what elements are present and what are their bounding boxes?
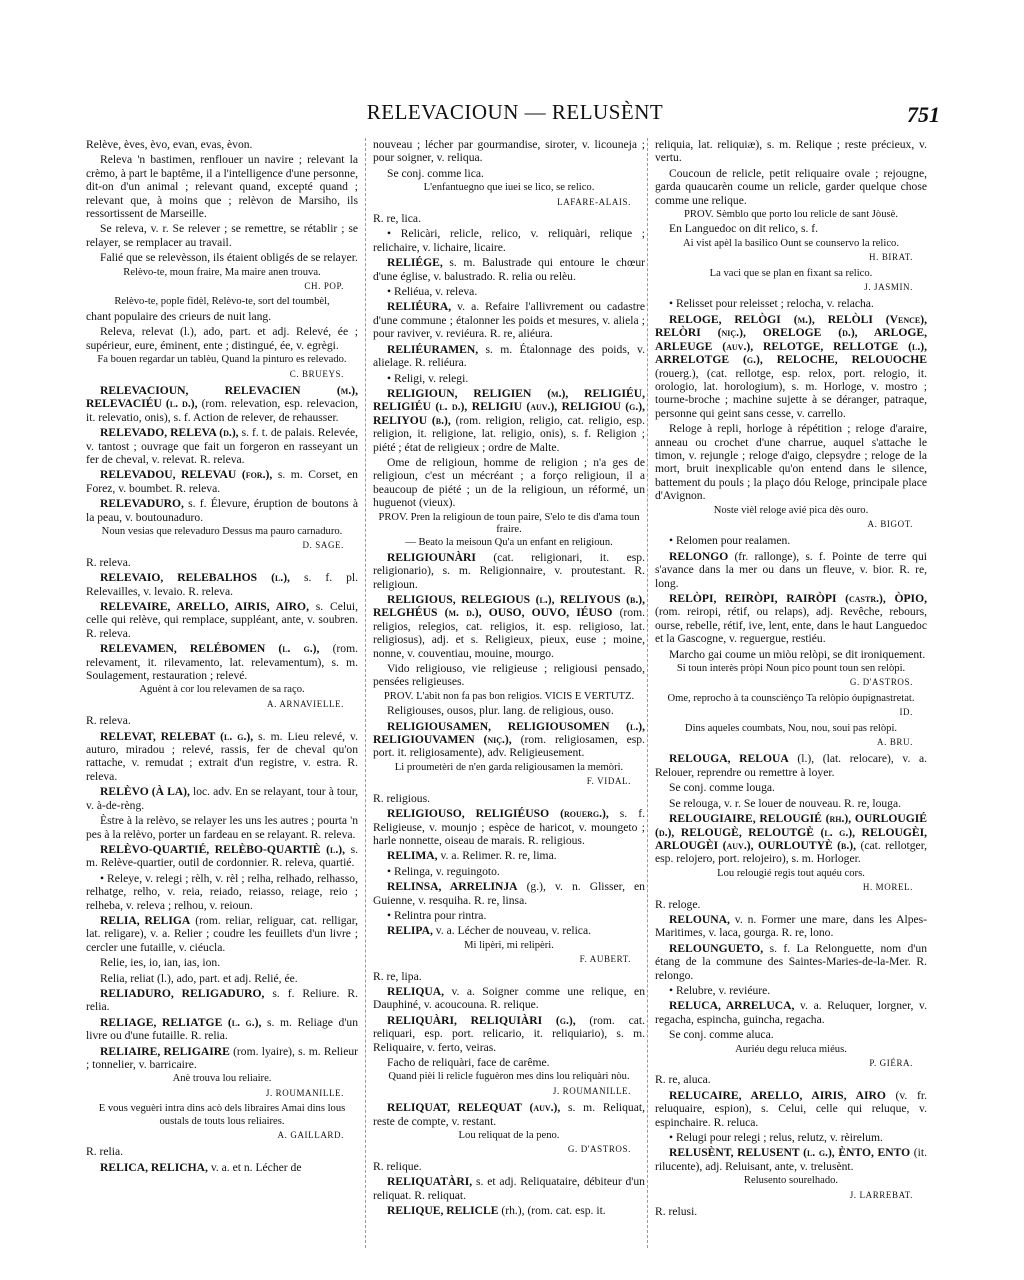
entry-headword: RELIPA, (387, 924, 433, 938)
dictionary-entry (86, 642, 358, 682)
citation: Noste vièl reloge avié pica dès ouro. (713, 504, 869, 516)
entry-headword: RELEVADURO, (100, 497, 184, 511)
entry-headword: RELUCAIRE, ARELLO, AIRIS, AIRO (669, 1088, 886, 1102)
citation: Relèvo-te, moun fraire, Ma maire anen trouva. (123, 266, 321, 278)
entry-definition: (rom. religios, relegios, cat. religios, it. esp. religioso, lat. religiosus), adj. et s. Religieux, pieux, euse ; moine, nonne, v. couventiau, mouine, mourgo. (373, 606, 645, 660)
entry-headword: RELEVAMEN, RELÉBOMEN (l. g.), (100, 642, 320, 656)
dictionary-entry (373, 924, 645, 937)
entry-definition: s. f. pl. Relevailles, v. levaio. R. releva. (86, 571, 358, 598)
entry-headword: RELIADURO, RELIGADURO, (100, 986, 265, 1000)
dictionary-entry: • Relomen pour realamen. (669, 534, 791, 548)
entry-headword: RELIQUAT, RELEQUAT (auv.), (387, 1101, 561, 1115)
citation: L'enfantuegno que iuei se lico, se relico. (423, 182, 595, 194)
column-divider (647, 138, 648, 1248)
dictionary-entry (655, 1089, 927, 1129)
entry-definition: v. a. Relimer. R. re, lima. (440, 849, 557, 863)
dictionary-entry (86, 843, 358, 870)
dictionary-entry: Releva, relevat (l.), ado, part. et adj. Relevé, ée ; supérieur, eure, éminent, ente ; distingué, ée, v. egrègi. (86, 325, 358, 352)
dictionary-entry (86, 384, 358, 424)
entry-definition: s. f. Élevure, éruption de boutons à la peau, v. boutounaduro. (86, 497, 358, 524)
entry-definition: (rom. religion, religio, cat. religio, esp. religion, it. religione, lat. religio, onis), s. f. Religion ; piété ; état de religieux ; ordre de Malte. (373, 413, 645, 454)
entry-definition: (cat. religionari, it. esp. religionario), s. m. Religionnaire, v. proutestant. R. religioun. (373, 550, 645, 591)
running-title: RELEVACIOUN — RELUSÈNT (366, 100, 664, 124)
entry-definition: (fr. rallonge), s. f. Pointe de terre qui s'avance dans la mer ou dans un fleuve, v. bior. R. re, long. (655, 549, 927, 590)
column-3 (655, 138, 927, 1258)
dictionary-entry: Ome de religioun, homme de religion ; n'a ges de religioun, c'est un mécréant ; a forço religioun, il a beaucoup de piété ; un de la religioun, un réformé, un huguenot (vieux). (373, 455, 645, 510)
entry-definition: v. a. et n. Lécher de (210, 1160, 302, 1174)
dictionary-entry (373, 807, 645, 847)
column-1 (86, 138, 358, 1258)
entry-headword: RELIGIOUSAMEN, RELIGIOUSOMEN (l.), RELIGIOUVAMEN (niç.), (373, 719, 645, 747)
dictionary-entry (373, 985, 645, 1012)
entry-headword: RELIGIOUN, RELIGIEN (m.), RELIGIÉU, RELIGIÉU (l. d.), RELIGIU (auv.), RELIGIOU (g.), RELIYOU (b.), (373, 386, 645, 427)
dictionary-entry: R. relia. (86, 1145, 124, 1159)
citation: Lou reliquat de la peno. (458, 1130, 560, 1142)
entry-headword: RELEVADOU, RELEVAU (for.), (100, 468, 273, 482)
entry-definition: s. f. Reliure. R. relia. (86, 986, 358, 1014)
citation-author: J. JASMIN. (864, 282, 913, 293)
dictionary-entry (655, 913, 927, 940)
dictionary-entry: Marcho gai coume un miòu relòpi, se dit ironiquement. (669, 647, 926, 661)
dictionary-entry (655, 942, 927, 982)
citation: Dins aqueles coumbats, Nou, nou, soui pas relòpi. (684, 722, 898, 734)
dictionary-entry (655, 313, 927, 420)
citation-author: ID. (899, 707, 913, 718)
citation: Anè trouva lou reliaire. (172, 1073, 272, 1085)
dictionary-entry: R. religious. (373, 791, 431, 805)
dictionary-entry (373, 593, 645, 660)
citation: PROV. L'abit non fa pas bon religios. VICIS E VERTUTZ. (383, 690, 635, 702)
entry-definition: v. a. Soigner comme une relique, en Dauphiné, v. acoucouna. R. relique. (373, 984, 645, 1012)
entry-definition: s. f. La Relonguette, nom d'un étang de la commune des Saintes-Maries-de-la-Mer. R. relongo. (655, 941, 927, 982)
dictionary-entry: R. re, lipa. (373, 969, 422, 983)
entry-headword: RELIGIOUNÀRI (387, 550, 476, 564)
dictionary-entry (373, 880, 645, 907)
dictionary-entry: R. relusi. (655, 1205, 698, 1219)
dictionary-entry: R. releva. (86, 714, 131, 728)
dictionary-entry: • Relugi pour relegi ; relus, relutz, v. rèirelum. (669, 1131, 883, 1145)
citation-author: D. SAGE. (302, 540, 344, 551)
entry-headword: RELIMA, (387, 849, 438, 863)
dictionary-entry: Se conj. comme aluca. (669, 1028, 774, 1042)
citation-author: A. BRU. (877, 737, 913, 748)
entry-headword: RELEVADO, RELEVA (d.), (100, 426, 239, 440)
citation: Li proumetèri de n'en garda religiousamen la memòri. (394, 761, 624, 773)
citation-author: F. VIDAL. (586, 776, 631, 787)
dictionary-entry: R. re, lica. (373, 212, 421, 226)
dictionary-entry: • Relubre, v. reviéure. (669, 983, 771, 997)
column-2 (373, 138, 645, 1258)
dictionary-entry (86, 600, 358, 640)
entry-definition: (v. fr. reluquaire, espion), s. Celui, celle qui reluque, v. espinchaire. R. reluca. (655, 1088, 927, 1129)
dictionary-entry: • Relicàri, relicle, relico, v. reliquàri, relique ; relichaire, v. lichaire, licaire. (373, 227, 645, 254)
entry-headword: RELUCA, ARRELUCA, (669, 999, 795, 1013)
dictionary-entry: Reloge à repli, horloge à répétition ; reloge d'araire, anneau ou crochet d'une charrue, auquel s'attache le timon, v. rejungle ; reloge d'aigo, clepsydre ; reloge de la mort, bruit inexplicable qu'on entend dans le silence, battement du pouls ; la plaço dóu Reloge, principale place d'Avignon. (655, 422, 927, 503)
citation: Quand pièi li relicle fuguèron mes dins lou reliquàri nòu. (388, 1071, 630, 1083)
citation: La vaci que se plan en fixant sa relico. (709, 267, 873, 279)
dictionary-entry (86, 914, 358, 954)
column-divider (365, 138, 366, 1248)
entry-definition: (rh.), (rom. cat. esp. it. (501, 1204, 606, 1218)
dictionary-entry (373, 343, 645, 370)
citation: Mi lipèri, mi relipèri. (464, 939, 554, 951)
citation: — Beato la meisoun Qu'a un enfant en religioun. (405, 537, 613, 549)
dictionary-entry: Coucoun de relicle, petit reliquaire ovale ; rejougne, garda quaucarèn coume un relicle, garder quelque chose comme une relique. (655, 166, 927, 207)
citation-author: H. BIRAT. (869, 252, 913, 263)
dictionary-entry: R. reloge. (655, 897, 701, 911)
entry-headword: RELICA, RELICHA, (100, 1160, 208, 1174)
citation: Ome, reprocho à ta counsciènço Ta relòpio óupignastretat. (667, 692, 915, 704)
citation-author: G. D'ASTROS. (849, 677, 913, 688)
dictionary-entry: Releva 'n bastimen, renflouer un navire ; relevant la crèmo, à part le baptême, il a l'intelligence d'une personne, dit-on d'un animal ; relevant quand, excepté quand ; relevant que, à moins que ; relèvon de Marsiho, ils ressortissent de Marseille. (86, 153, 358, 221)
citation-author: C. BRUEYS. (289, 368, 344, 379)
dictionary-entry: Vido religiouso, vie religieuse ; religiousi pensado, pensées religieuses. (373, 662, 645, 689)
entry-headword: RELOUGIAIRE, RELOUGIÉ (rh.), OURLOUGIÉ (d.), RELOUGÈ, RELOUTGÈ (l. g.), RELOUGÈI, ARLOUGÈI (auv.), OURLOUTYÈ (b.), (655, 812, 927, 852)
dictionary-entry: • Relinga, v. reguingoto. (387, 864, 500, 878)
dictionary-entry (86, 426, 358, 466)
entry-headword: RELIAIRE, RELIGAIRE (100, 1044, 230, 1058)
page-header (90, 100, 940, 130)
entry-headword: RELÒPI, REIRÒPI, RAIRÒPI (castr.), ÒPIO, (669, 592, 927, 605)
entry-definition: (rom. reliar, religuar, cat. relligar, lat. religare), v. a. Relier ; coudre les feuillets d'un livre ; cercler une futaille, v. ciéucla. (86, 913, 358, 954)
dictionary-entry: Se conj. comme lica. (387, 166, 484, 180)
citation: Noun vesias que relevaduro Dessus ma pauro carnaduro. (101, 525, 343, 537)
citation: Lou relougié regis tout aquéu cors. (717, 867, 865, 879)
entry-definition: (rom. relevation, esp. relevacion, it. relevatio, onis), s. f. Action de relever, de rehausser. (86, 397, 358, 424)
entry-definition: v. a. Reluquer, lorgner, v. regacha, espincha, guincha, regacha. (655, 999, 927, 1026)
dictionary-entry (373, 300, 645, 340)
citation: Fa bouen regardar un tablèu, Quand la pinturo es relevado. (97, 354, 347, 366)
dictionary-entry: Relie, ies, io, ian, ias, ion. (100, 956, 221, 970)
dictionary-entry (655, 999, 927, 1026)
entry-definition: (rom. cat. reliquari, esp. port. relicario, it. reliquiario), s. m. Reliquaire, v. ferto, veiras. (373, 1013, 645, 1054)
entry-definition: (rom. lyaire), s. m. Relieur ; tonnelier, v. barricaire. (86, 1044, 358, 1071)
citation-author: J. LARREBAT. (849, 1189, 913, 1200)
citation-author: P. GIÉRA. (869, 1058, 913, 1068)
entry-definition: (rom. relevament, it. rilevamento, lat. relevamentum), s. m. Soulagement, restauration ; relevé. (86, 642, 358, 683)
entry-definition: (rom. reiropi, rétif, ou relaps), adj. Revêche, rebours, ourse, rebelle, rétif, ive, lent, ente, dans le haut Languedoc et la Gascogne, v. reguergue, restiéu. (655, 605, 927, 646)
dictionary-entry: Relia, reliat (l.), ado, part. et adj. Relié, ée. (100, 971, 298, 985)
dictionary-entry (373, 1204, 645, 1217)
dictionary-entry (655, 592, 927, 646)
dictionary-entry (655, 752, 927, 779)
dictionary-entry (86, 1045, 358, 1072)
dictionary-entry (655, 550, 927, 590)
page-number: 751 (907, 102, 940, 127)
dictionary-entry: R. relique. (373, 1159, 422, 1173)
entry-headword: RELIÉURAMEN, (387, 342, 479, 356)
dictionary-entry: Relève, èves, èvo, evan, evas, èvon. (86, 138, 253, 151)
dictionary-entry: Se conj. comme louga. (669, 781, 775, 795)
dictionary-entry (373, 849, 645, 862)
dictionary-entry (373, 256, 645, 283)
entry-definition: (it. rilucente), adj. Reluisant, ante, v. trelusènt. (655, 1146, 927, 1173)
entry-definition: (rouerg.), (cat. rellotge, esp. relox, port. relogio, it. orologio, lat. horologium), s. m. Horloge, v. mostro ; tourne-broche ; machine sujette à se déranger, patraque, personne qui geint sans cesse, v. carrello. (655, 366, 927, 420)
dictionary-entry (86, 1016, 358, 1043)
dictionary-entry: • Reliéua, v. releva. (387, 285, 478, 299)
entry-definition: v. a. Refaire l'allivrement ou cadastre d'une commune ; étalonner les poids et mesures, v. aliela ; pour raviver, v. reviéura. R. re, aliéura. (373, 300, 645, 341)
citation-author: J. ROUMANILLE. (265, 1087, 344, 1098)
dictionary-entry: R. releva. (86, 555, 131, 569)
dictionary-entry: • Religi, v. relegi. (387, 371, 469, 385)
citation-author: F. AUBERT. (579, 954, 631, 965)
entry-definition: (g.), v. n. Glisser, en Guienne, v. resquiha. R. re, linsa. (373, 880, 645, 907)
citation-author: CH. POP. (304, 281, 344, 292)
entry-headword: RELÈVO-QUARTIÉ, RELÈBO-QUARTIÈ (l.), (100, 842, 346, 856)
dictionary-entry: nouveau ; lécher par gourmandise, siroter, v. licouneja ; pour soigner, v. reliqua. (373, 138, 645, 165)
citation-author: LAFARE-ALAIS. (557, 196, 631, 207)
entry-definition: (cat. rellotger, esp. relojero, port. relojeiro), s. m. Horloger. (655, 838, 927, 866)
entry-headword: RELOUNA, (669, 912, 730, 926)
entry-headword: RELONGO (669, 549, 729, 563)
dictionary-entry: • Relisset pour releisset ; relocha, v. relacha. (669, 297, 874, 311)
entry-headword: RELOUNGUETO, (669, 941, 764, 955)
dictionary-entry (373, 1101, 645, 1128)
entry-headword: RELIQUÀRI, RELIQUIÀRI (g.), (387, 1013, 576, 1027)
entry-definition: v. n. Former une mare, dans les Alpes-Maritimes, v. laca, gourga. R. re, lono. (655, 912, 927, 940)
dictionary-entry: R. re, aluca. (655, 1073, 711, 1087)
entry-headword: RELEVAIO, RELEBALHOS (l.), (100, 571, 290, 585)
dictionary-entry (86, 785, 358, 812)
citation-author: A. BIGOT. (867, 518, 913, 529)
citation-author: A. ARNAVIELLE. (267, 698, 344, 709)
dictionary-entry (86, 497, 358, 524)
citation: Si toun interès pròpi Noun pico pount toun sen relòpi. (676, 663, 906, 675)
dictionary-entry (373, 387, 645, 454)
entry-definition: s. m. Relève-quartier, outil de cordonnier. R. releva, quartié. (86, 842, 358, 870)
entry-headword: RELEVAT, RELEBAT (l. g.), (100, 729, 254, 743)
entry-definition: (rom. religiosamen, esp. port. it. religiosamente), adv. Religieusement. (373, 733, 645, 760)
dictionary-entry: • Relintra pour rintra. (387, 908, 487, 922)
dictionary-entry (655, 812, 927, 866)
entry-headword: RELIAGE, RELIATGE (l. g.), (100, 1015, 262, 1029)
entry-headword: RELIÉURA, (387, 300, 452, 314)
citation-author: J. ROUMANILLE. (552, 1085, 631, 1096)
entry-headword: RELOGE, RELÒGI (m.), RELÒLI (Vence), RELÒRI (niç.), ORELOGE (d.), ARLOGE, ARLEUGE (auv.), RELOTGE, RELLOTGE (l.), ARRELOTGE (g.), RELOCHE, RELOUOCHE (655, 312, 927, 367)
entry-headword: RELIGIOUS, RELEGIOUS (l.), RELIYOUS (b.), RELGHÉUS (m. d.), OUSO, OUVO, IÉUSO (373, 593, 645, 620)
dictionary-entry (86, 987, 358, 1014)
citation-author: A. GAILLARD. (277, 1130, 344, 1141)
dictionary-entry: Se releva, v. r. Se relever ; se remettre, se rétablir ; se relayer, se remplacer au travail. (86, 222, 358, 249)
dictionary-entry: Falié que se relevèsson, ils étaient obligés de se relayer. (100, 251, 358, 265)
entry-headword: RELUSÈNT, RELUSENT (l. g.), ÈNTO, ENTO (669, 1146, 911, 1160)
entry-headword: RELIQUA, (387, 984, 445, 998)
entry-headword: RELIGIOUSO, RELIGIÉUSO (rouerg.), (387, 807, 609, 821)
entry-definition: s. m. Balustrade qui entoure le chœur d'une église, v. balustrado. R. relia ou relèu. (373, 256, 645, 283)
entry-headword: RELIÉGE, (387, 256, 443, 270)
citation: Relèvo-te, pople fidèl, Relèvo-te, sort del toumbèl, (114, 296, 330, 308)
entry-headword: RELÈVO (À LA), (100, 785, 190, 799)
dictionary-entry: Facho de reliquàri, face de carême. (387, 1056, 550, 1069)
citation-author: G. D'ASTROS. (567, 1144, 631, 1155)
entry-headword: RELIQUATÀRI, (387, 1175, 473, 1189)
entry-definition: (l.), (lat. relocare), v. a. Relouer, reprendre ou remettre à loyer. (655, 752, 927, 779)
entry-headword: RELEVAIRE, ARELLO, AIRIS, AIRO, (100, 600, 309, 613)
entry-headword: RELINSA, ARRELINJA (387, 880, 518, 894)
entry-definition: loc. adv. En se relayant, tour à tour, v. à-de-rèng. (86, 785, 358, 812)
dictionary-entry (373, 1014, 645, 1054)
entry-definition: s. et adj. Reliquataire, débiteur d'un reliquat. R. reliquat. (373, 1175, 645, 1202)
dictionary-entry: En Languedoc on dit relico, s. f. (669, 222, 819, 236)
citation: Aguènt à cor lou relevamen de sa raço. (139, 684, 305, 696)
entry-headword: RELEVACIOUN, RELEVACIEN (m.), RELEVACIÉU (l. d.), (86, 383, 358, 411)
citation-author: H. MOREL. (862, 882, 913, 893)
dictionary-entry (86, 730, 358, 784)
citation: PROV. Sèmblo que porto lou relicle de sant Jòusè. (683, 209, 898, 221)
entry-definition: s. m. Reliquat, reste de compte, v. restant. (373, 1101, 645, 1128)
dictionary-entry: Se relouga, v. r. Se louer de nouveau. R. re, louga. (669, 796, 902, 810)
entry-definition: s. m. Lieu relevé, v. auturo, miradou ; relevé, rassis, fer de cheval qu'on rattache, v. remudat ; extrait d'un registre, v. estra. R. releva. (86, 729, 358, 783)
entry-definition: s. m. Corset, en Forez, v. boumbet. R. releva. (86, 468, 358, 495)
entry-headword: RELIQUE, RELICLE (387, 1204, 499, 1218)
entry-definition: s. f. Religieuse, v. mounjo ; espèce de haricot, v. moungeto ; harle nonnette, oiseau de marais. R. religious. (373, 807, 645, 847)
dictionary-entry: • Releye, v. relegi ; rèlh, v. rèl ; relha, relhado, relhasso, relhatge, relho, v. reia, reiado, reiasso, reiage, reio ; relheba, v. releva ; relhou, v. reioun. (86, 871, 358, 912)
entry-headword: RELOUGA, RELOUA (669, 752, 789, 766)
citation: Ai vist apèl la basilico Ount se counservo la relico. (683, 237, 899, 249)
dictionary-entry (373, 720, 645, 760)
dictionary-entry (86, 1161, 358, 1174)
dictionary-entry (373, 1175, 645, 1202)
dictionary-entry (86, 468, 358, 495)
dictionary-entry: chant populaire des crieurs de nuit lang. (86, 309, 272, 323)
dictionary-entry: Èstre à la relèvo, se relayer les uns les autres ; pourta 'n pes à la relèvo, porter un fardeau en se relayant. R. releva. (86, 814, 358, 841)
dictionary-entry: Religiouses, ousos, plur. lang. de religious, ouso. (387, 704, 614, 718)
entry-definition: s. Celui, celle qui relève, qui remplace, suppléant, ante, v. soubren. R. releva. (86, 600, 358, 640)
citation: Auriéu degu reluca miéus. (735, 1043, 847, 1055)
dictionary-entry: reliquia, lat. reliquiæ), s. m. Relique ; reste précieux, v. vertu. (655, 138, 927, 165)
dictionary-entry (373, 551, 645, 591)
dictionary-entry (655, 1146, 927, 1173)
entry-definition: s. m. Reliage d'un livre ou d'une futaille. R. relia. (86, 1015, 358, 1043)
dictionary-entry (86, 571, 358, 598)
entry-definition: s. m. Étalonnage des poids, v. alielage. R. reliéura. (373, 342, 645, 370)
entry-headword: RELIA, RELIGA (100, 913, 191, 927)
entry-definition: v. a. Lécher de nouveau, v. relica. (435, 924, 592, 938)
citation: Relusento sourelhado. (743, 1175, 839, 1187)
entry-definition: s. f. t. de palais. Relevée, v. tantost ; ouvrage que fait un forgeron en rasseyant un fer de cheval, v. relevat. R. releva. (86, 426, 358, 466)
citation: E vous veguèri intra dins acò dels libraires Amai dins lous oustals de touts lous reliaires. (98, 1103, 346, 1127)
citation: PROV. Pren la religioun de toun paire, S'elo te dis d'ama toun fraire. (378, 511, 640, 535)
